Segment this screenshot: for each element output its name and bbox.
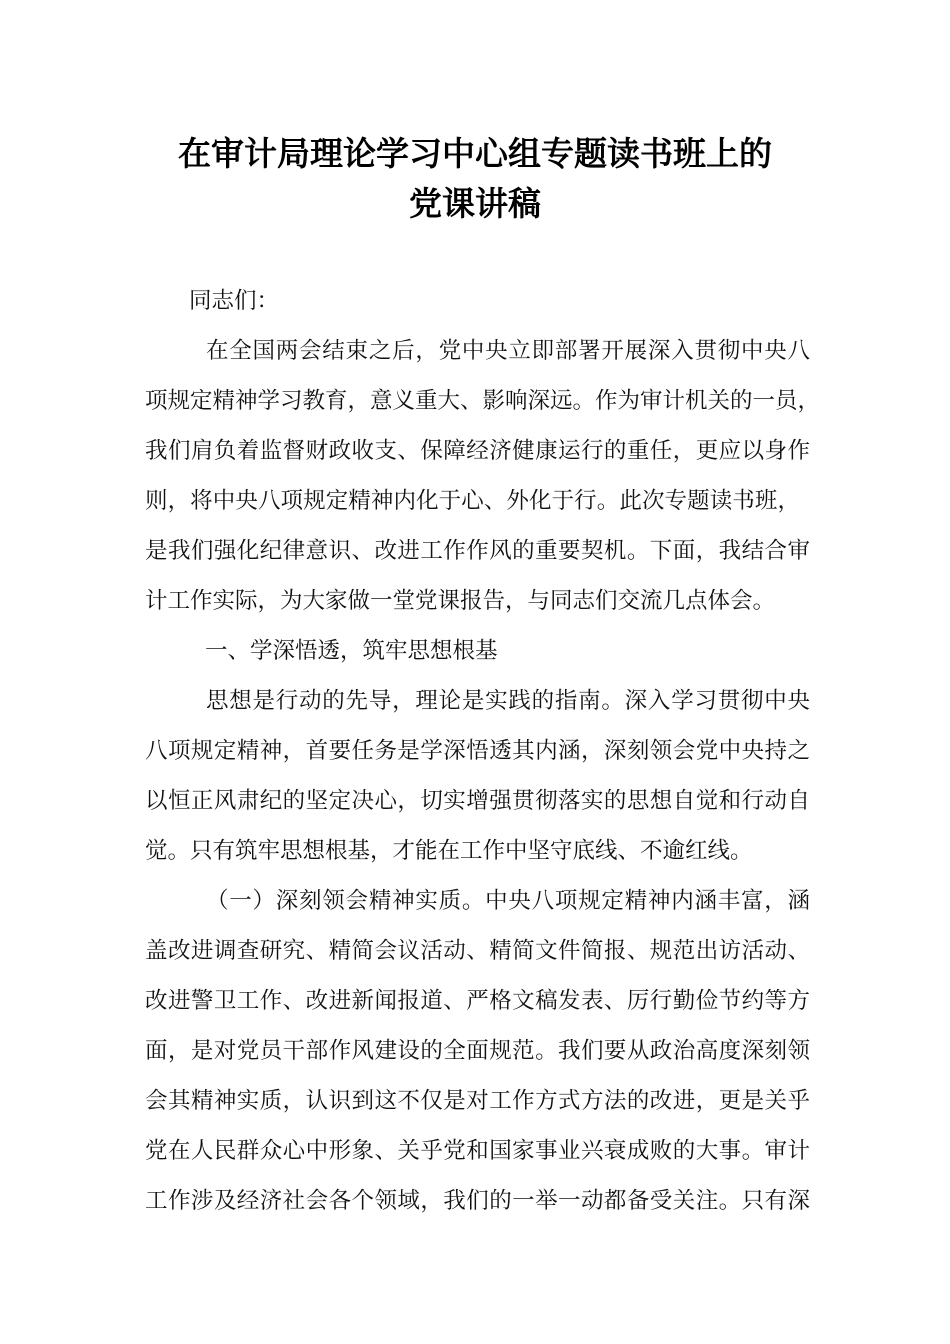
- body-line: 盖改进调查研究、精简会议活动、精简文件简报、规范出访活动、: [145, 938, 810, 964]
- salutation: 同志们：: [189, 288, 280, 314]
- body-line: 以恒正风肃纪的坚定决心，切实增强贯彻落实的思想自觉和行动自: [145, 788, 810, 814]
- body-line: 会其精神实质，认识到这不仅是对工作方式方法的改进，更是关乎: [145, 1088, 810, 1114]
- body-line: 面，是对党员干部作风建设的全面规范。我们要从政治高度深刻领: [145, 1038, 810, 1064]
- body-line: 项规定精神学习教育，意义重大、影响深远。作为审计机关的一员，: [145, 388, 821, 414]
- body-line: 八项规定精神，首要任务是学深悟透其内涵，深刻领会党中央持之: [145, 738, 810, 764]
- body-line: 觉。只有筑牢思想根基，才能在工作中坚守底线、不逾红线。: [145, 838, 753, 864]
- document-title-line-2: 党课讲稿: [409, 184, 541, 223]
- section-heading: 一、学深悟透，筑牢思想根基: [205, 638, 498, 664]
- body-line: 思想是行动的先导，理论是实践的指南。深入学习贯彻中央: [206, 688, 810, 714]
- body-line: 计工作实际，为大家做一堂党课报告，与同志们交流几点体会。: [145, 588, 776, 614]
- document-title-line-1: 在审计局理论学习中心组专题读书班上的: [178, 134, 772, 173]
- body-line: 改进警卫工作、改进新闻报道、严格文稿发表、厉行勤俭节约等方: [145, 988, 810, 1014]
- body-line: 我们肩负着监督财政收支、保障经济健康运行的重任，更应以身作: [145, 438, 810, 464]
- subsection-line: （一）深刻领会精神实质。中央八项规定精神内涵丰富，涵: [206, 888, 810, 914]
- body-line: 是我们强化纪律意识、改进工作作风的重要契机。下面，我结合审: [145, 538, 810, 564]
- body-line: 在全国两会结束之后，党中央立即部署开展深入贯彻中央八: [206, 338, 810, 364]
- body-line: 工作涉及经济社会各个领域，我们的一举一动都备受关注。只有深: [145, 1188, 810, 1214]
- body-line: 党在人民群众心中形象、关乎党和国家事业兴衰成败的大事。审计: [145, 1138, 810, 1164]
- body-line: 则，将中央八项规定精神内化于心、外化于行。此次专题读书班，: [145, 488, 800, 514]
